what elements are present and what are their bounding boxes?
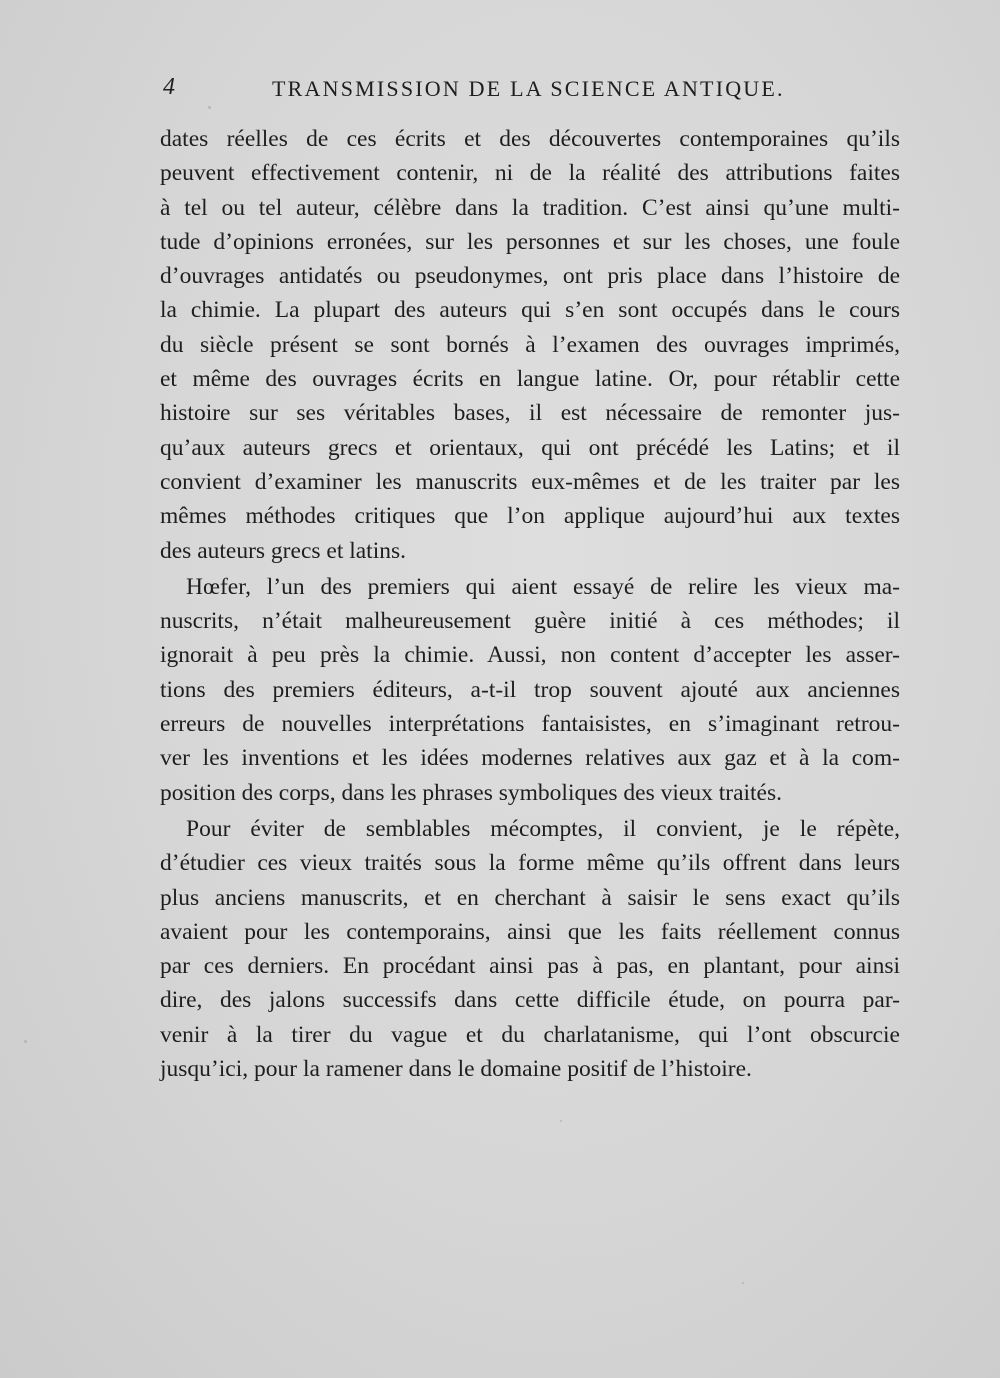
text-line: mêmes méthodes critiques que l’on applique aujourd’hui aux textes (160, 503, 900, 530)
running-title: TRANSMISSION DE LA SCIENCE ANTIQUE. (272, 76, 785, 101)
text-line: à tel ou tel auteur, célèbre dans la tradition. C’est ainsi qu’une multi- (160, 194, 900, 221)
text-line: avaient pour les contemporains, ainsi que les faits réellement connus (160, 918, 900, 945)
text-line: histoire sur ses véritables bases, il est nécessaire de remonter jus- (160, 400, 900, 427)
text-line: tude d’opinions erronées, sur les personnes et sur les choses, une foule (160, 228, 900, 255)
text-line: qu’aux auteurs grecs et orientaux, qui ont précédé les Latins; et il (160, 434, 900, 461)
text-line: par ces derniers. En procédant ainsi pas à pas, en plantant, pour ainsi (160, 953, 900, 980)
text-line: erreurs de nouvelles interprétations fantaisistes, en s’imaginant retrou- (160, 711, 900, 738)
paper-speck (742, 1282, 744, 1284)
text-line: convient d’examiner les manuscrits eux-mêmes et de les traiter par les (160, 468, 900, 495)
text-line: ignorait à peu près la chimie. Aussi, non content d’accepter les asser- (160, 642, 900, 669)
text-line: des auteurs grecs et latins. (160, 537, 407, 564)
text-line: position des corps, dans les phrases symboliques des vieux traités. (160, 779, 783, 806)
text-line: dire, des jalons successifs dans cette difficile étude, on pourra par- (160, 987, 900, 1014)
text-line: la chimie. La plupart des auteurs qui s’en sont occupés dans le cours (160, 297, 900, 324)
paragraph-3 (160, 812, 900, 1086)
text-line: plus anciens manuscrits, et en cherchant à saisir le sens exact qu’ils (160, 884, 900, 911)
text-line: et même des ouvrages écrits en langue latine. Or, pour rétablir cette (160, 366, 900, 393)
text-line: dates réelles de ces écrits et des découvertes contemporaines qu’ils (160, 126, 900, 152)
paper-speck (24, 1040, 27, 1043)
text-line: d’étudier ces vieux traités sous la forme même qu’ils offrent dans leurs (160, 850, 900, 877)
page-number: 4 (163, 74, 176, 100)
text-line: du siècle présent se sont bornés à l’examen des ouvrages imprimés, (160, 331, 900, 358)
paragraph-2 (160, 570, 900, 810)
text-line: peuvent effectivement contenir, ni de la réalité des attributions faites (160, 160, 900, 187)
text-line: nuscrits, n’était malheureusement guère initié à ces méthodes; il (160, 608, 900, 635)
text-line: jusqu’ici, pour la ramener dans le domaine positif de l’histoire. (160, 1056, 752, 1083)
text-line: venir à la tirer du vague et du charlatanisme, qui l’ont obscurcie (160, 1021, 900, 1048)
page-header (160, 74, 900, 110)
paragraph-1 (160, 122, 900, 568)
paper-speck (560, 1120, 562, 1122)
text-line: d’ouvrages antidatés ou pseudonymes, ont pris place dans l’histoire de (160, 263, 900, 290)
paper-speck (208, 106, 211, 109)
text-line: Hœfer, l’un des premiers qui aient essayé de relire les vieux ma- (186, 573, 900, 600)
text-line: tions des premiers éditeurs, a-t-il trop souvent ajouté aux anciennes (160, 676, 900, 703)
text-line: Pour éviter de semblables mécomptes, il convient, je le répète, (186, 815, 900, 842)
text-line: ver les inventions et les idées modernes relatives aux gaz et à la com- (160, 745, 900, 772)
body-text (160, 122, 900, 1088)
